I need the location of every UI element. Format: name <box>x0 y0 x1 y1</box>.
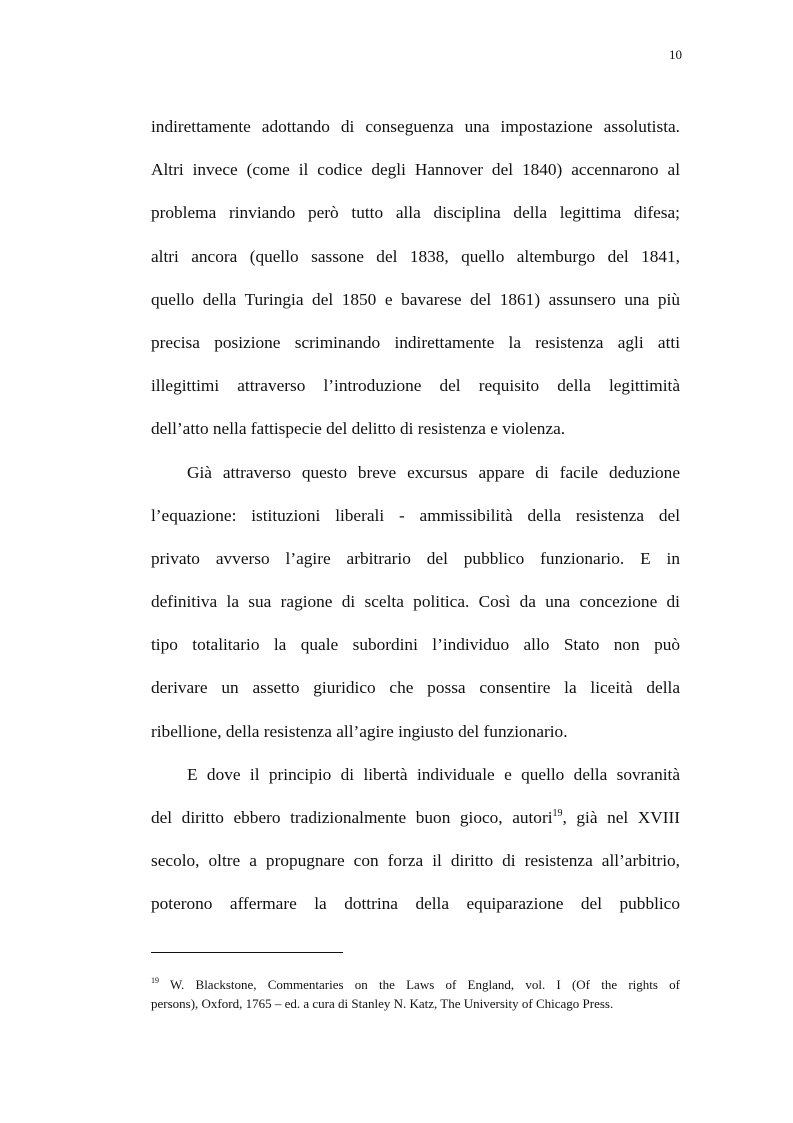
text-line: dell’atto nella fattispecie del delitto di resistenza e violenza. <box>151 419 566 439</box>
text-fragment: del diritto ebbero tradizionalmente buon gioco, autori <box>151 808 553 827</box>
text-line: definitiva la sua ragione di scelta politica. Così da una concezione di <box>151 592 680 612</box>
text-line: privato avverso l’agire arbitrario del pubblico funzionario. E in <box>151 548 680 568</box>
text-line: problema rinviando però tutto alla disciplina della legittima difesa; <box>151 203 680 223</box>
footnote-separator <box>151 952 343 953</box>
text-line: illegittimi attraverso l’introduzione del requisito della legittimità <box>151 376 680 396</box>
text-line: Già attraverso questo breve excursus appare di facile deduzione <box>187 462 680 482</box>
text-line: precisa posizione scriminando indirettamente la resistenza agli atti <box>151 332 680 352</box>
page-number: 10 <box>669 47 682 62</box>
footnote-reference[interactable]: 19 <box>552 808 563 819</box>
text-line: l’equazione: istituzioni liberali - ammissibilità della resistenza del <box>151 505 680 525</box>
text-line: quello della Turingia del 1850 e bavarese del 1861) assunsero una più <box>151 289 680 309</box>
text-line: poterono affermare la dottrina della equiparazione del pubblico <box>151 894 680 914</box>
text-line: secolo, oltre a propugnare con forza il diritto di resistenza all’arbitrio, <box>151 851 680 871</box>
footnote-text: W. Blackstone, Commentaries on the Laws of England, vol. I (Of the rights of <box>159 977 680 992</box>
text-line: indirettamente adottando di conseguenza una impostazione assolutista. <box>151 117 680 136</box>
text-line: Altri invece (come il codice degli Hannover del 1840) accennarono al <box>151 160 680 180</box>
text-line: derivare un assetto giuridico che possa consentire la liceità della <box>151 678 680 698</box>
footnote-line: persons), Oxford, 1765 – ed. a cura di Stanley N. Katz, The University of Chicago Press. <box>151 996 614 1011</box>
footnote-number: 19 <box>151 976 159 985</box>
text-line: altri ancora (quello sassone del 1838, quello altemburgo del 1841, <box>151 246 680 266</box>
text-line: tipo totalitario la quale subordini l’individuo allo Stato non può <box>151 635 680 655</box>
text-line: ribellione, della resistenza all’agire ingiusto del funzionario. <box>151 721 568 741</box>
footnote-line <box>151 975 680 994</box>
body-text <box>151 112 680 933</box>
text-fragment: , già nel XVIII <box>562 808 681 827</box>
text-line-with-footnote-ref <box>151 803 680 846</box>
footnote <box>151 975 680 1013</box>
text-line: E dove il principio di libertà individuale e quello della sovranità <box>187 764 680 784</box>
